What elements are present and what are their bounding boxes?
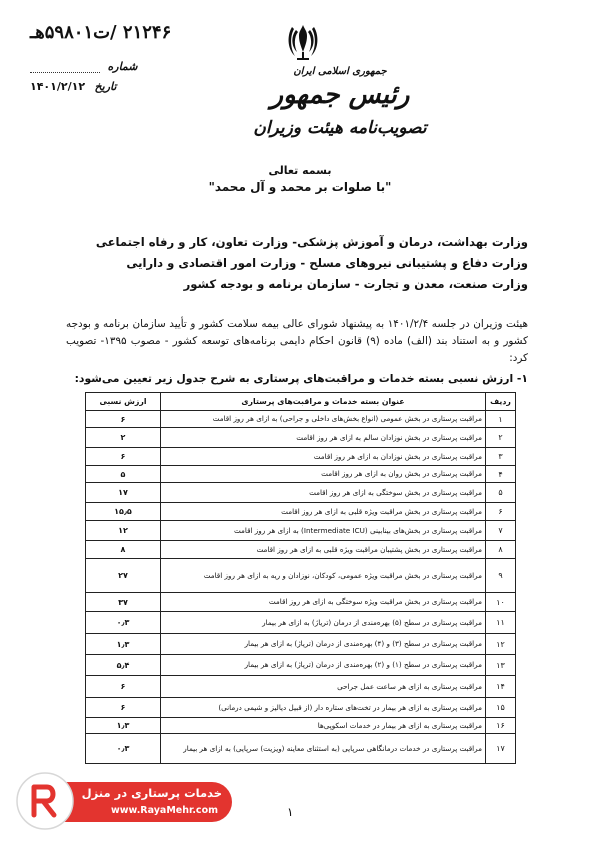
row-title: مراقبت پرستاری در خدمات درمانگاهی سرپایی (به استثنای معاینه (ویزیت) سرپایی) به ازای هر بیمار [161, 734, 486, 764]
clause-1: ۱- ارزش نسبی بسته خدمات و مراقبت‌های پرستاری به شرح جدول زیر تعیین می‌شود: [74, 372, 528, 385]
table-row [86, 483, 516, 503]
services-table [85, 392, 516, 764]
table-row [86, 541, 516, 559]
row-value: ۲۷ [86, 559, 161, 593]
table-row [86, 411, 516, 428]
recipient-line: وزارت صنعت، معدن و تجارت - سازمان برنامه و بودجه کشور [183, 277, 528, 291]
row-title: مراقبت پرستاری در سطح (۵) بهره‌مندی از درمان (تریاژ) به ازای هر بیمار [161, 612, 486, 634]
table-row [86, 593, 516, 612]
table-row [86, 718, 516, 734]
row-title: مراقبت پرستاری در سطح (۳) و (۴) بهره‌مندی از درمان (تریاژ) به ازای هر بیمار [161, 634, 486, 655]
reference-number: ۲۱۲۴۶ /ت۵۹۸۰۱هـ [30, 22, 172, 43]
row-value: ۶ [86, 411, 161, 428]
row-no: ۱۴ [486, 676, 516, 698]
iran-emblem-icon [286, 22, 320, 62]
row-title: مراقبت پرستاری در بخش روان به ازای هر روز اقامت [161, 466, 486, 483]
rayamehr-logo-icon [16, 772, 74, 830]
row-no: ۲ [486, 428, 516, 448]
row-title: مراقبت پرستاری در بخش مراقبت ویژه سوختگی به ازای هر روز اقامت [161, 593, 486, 612]
table-row [86, 559, 516, 593]
row-title: مراقبت پرستاری در سطح (۱) و (۲) بهره‌مندی از درمان (تریاژ) به ازای هر بیمار [161, 655, 486, 676]
row-title: مراقبت پرستاری به ازای هر بیمار در خدمات اسکوپی‌ها [161, 718, 486, 734]
row-title: مراقبت پرستاری در بخش سوختگی به ازای هر روز اقامت [161, 483, 486, 503]
table-row [86, 448, 516, 466]
row-title: مراقبت پرستاری در بخش نوزادان سالم به ازای هر روز اقامت [161, 428, 486, 448]
row-no: ۱۳ [486, 655, 516, 676]
row-no: ۱۲ [486, 634, 516, 655]
cabinet-title: تصویب‌نامه هیئت وزیران [253, 118, 427, 138]
row-no: ۴ [486, 466, 516, 483]
row-title: مراقبت پرستاری در بخش عمومی (انواع بخش‌های داخلی و جراحی) به ازای هر روز اقامت [161, 411, 486, 428]
row-value: ۱۲ [86, 521, 161, 541]
table-row [86, 698, 516, 718]
republic-title: جمهوری اسلامی ایران [293, 66, 387, 77]
row-no: ۱ [486, 411, 516, 428]
row-title: مراقبت پرستاری به ازای هر ساعت عمل جراحی [161, 676, 486, 698]
row-title: مراقبت پرستاری در بخش مراقبت ویژه عمومی، کودکان، نوزادان و ریه به ازای هر روز اقامت [161, 559, 486, 593]
row-value: ۵٫۴ [86, 655, 161, 676]
row-value: ۱٫۳ [86, 718, 161, 734]
row-value: ۸ [86, 541, 161, 559]
header-value: ارزش نسبی [86, 393, 161, 411]
watermark-site-link[interactable]: www.RayaMehr.com [110, 805, 218, 816]
row-value: ۰٫۳ [86, 734, 161, 764]
table-row [86, 634, 516, 655]
row-value: ۰٫۳ [86, 612, 161, 634]
watermark-badge[interactable] [16, 772, 232, 830]
row-title: مراقبت پرستاری به ازای هر بیمار در تخت‌های ستاره دار (از قبیل دیالیز و شیمی درمانی) [161, 698, 486, 718]
row-no: ۱۶ [486, 718, 516, 734]
table-row [86, 734, 516, 764]
recipient-line: وزارت بهداشت، درمان و آموزش پزشکی- وزارت تعاون، کار و رفاه اجتماعی [95, 235, 528, 249]
table-row [86, 521, 516, 541]
row-value: ۱۵٫۵ [86, 503, 161, 521]
header-no: ردیف [486, 393, 516, 411]
row-value: ۲ [86, 428, 161, 448]
row-no: ۱۱ [486, 612, 516, 634]
table-row [86, 503, 516, 521]
tarikh-value: ۱۴۰۱/۲/۱۲ [30, 80, 86, 93]
row-no: ۱۰ [486, 593, 516, 612]
page-number: ۱ [287, 805, 294, 819]
row-value: ۱٫۳ [86, 634, 161, 655]
decree-body: هیئت وزیران در جلسه ۱۴۰۱/۲/۴ به پیشنهاد شورای عالی بیمه سلامت کشور و تأیید سازمان برنامه و بودجه کشور و به استناد بند (الف) ماده (۹) قانون احکام دایمی برنامه‌های توسعه کشور - مصوب ۱۳۹۵- تصویب کرد: [66, 318, 528, 364]
table-row [86, 676, 516, 698]
row-no: ۷ [486, 521, 516, 541]
row-no: ۶ [486, 503, 516, 521]
watermark-bar [52, 782, 232, 822]
row-title: مراقبت پرستاری در بخش پشتیبان مراقبت ویژه قلبی به ازای هر روز اقامت [161, 541, 486, 559]
row-title: مراقبت پرستاری در بخش نوزادان به ازای هر روز اقامت [161, 448, 486, 466]
tarikh-label: تاریخ [94, 80, 117, 93]
president-title: رئیس جمهور [270, 80, 410, 110]
shomare-label: شماره [107, 60, 138, 73]
table-row [86, 428, 516, 448]
salavat-text: "با صلوات بر محمد و آل محمد" [208, 180, 392, 194]
row-no: ۹ [486, 559, 516, 593]
row-value: ۵ [86, 466, 161, 483]
row-title: مراقبت پرستاری در بخش مراقبت ویژه قلبی به ازای هر روز اقامت [161, 503, 486, 521]
row-value: ۶ [86, 698, 161, 718]
table-row [86, 612, 516, 634]
row-no: ۵ [486, 483, 516, 503]
row-no: ۸ [486, 541, 516, 559]
bismillah-text: بسمه تعالی [268, 164, 332, 177]
table-row [86, 466, 516, 483]
row-value: ۳۷ [86, 593, 161, 612]
row-value: ۶ [86, 448, 161, 466]
recipient-line: وزارت دفاع و پشتیبانی نیروهای مسلح - وزارت امور اقتصادی و دارایی [126, 256, 528, 270]
row-no: ۱۵ [486, 698, 516, 718]
row-value: ۱۷ [86, 483, 161, 503]
recipients-block [58, 232, 528, 295]
row-title: مراقبت پرستاری در بخش‌های بینابینی (Intermediate ICU) به ازای هر روز اقامت [161, 521, 486, 541]
table-header-row [86, 393, 516, 411]
row-value: ۶ [86, 676, 161, 698]
header-title: عنوان بسته خدمات و مراقبت‌های پرستاری [161, 393, 486, 411]
row-no: ۱۷ [486, 734, 516, 764]
row-no: ۳ [486, 448, 516, 466]
table-row [86, 655, 516, 676]
watermark-title: خدمات پرستاری در منزل [81, 786, 222, 800]
